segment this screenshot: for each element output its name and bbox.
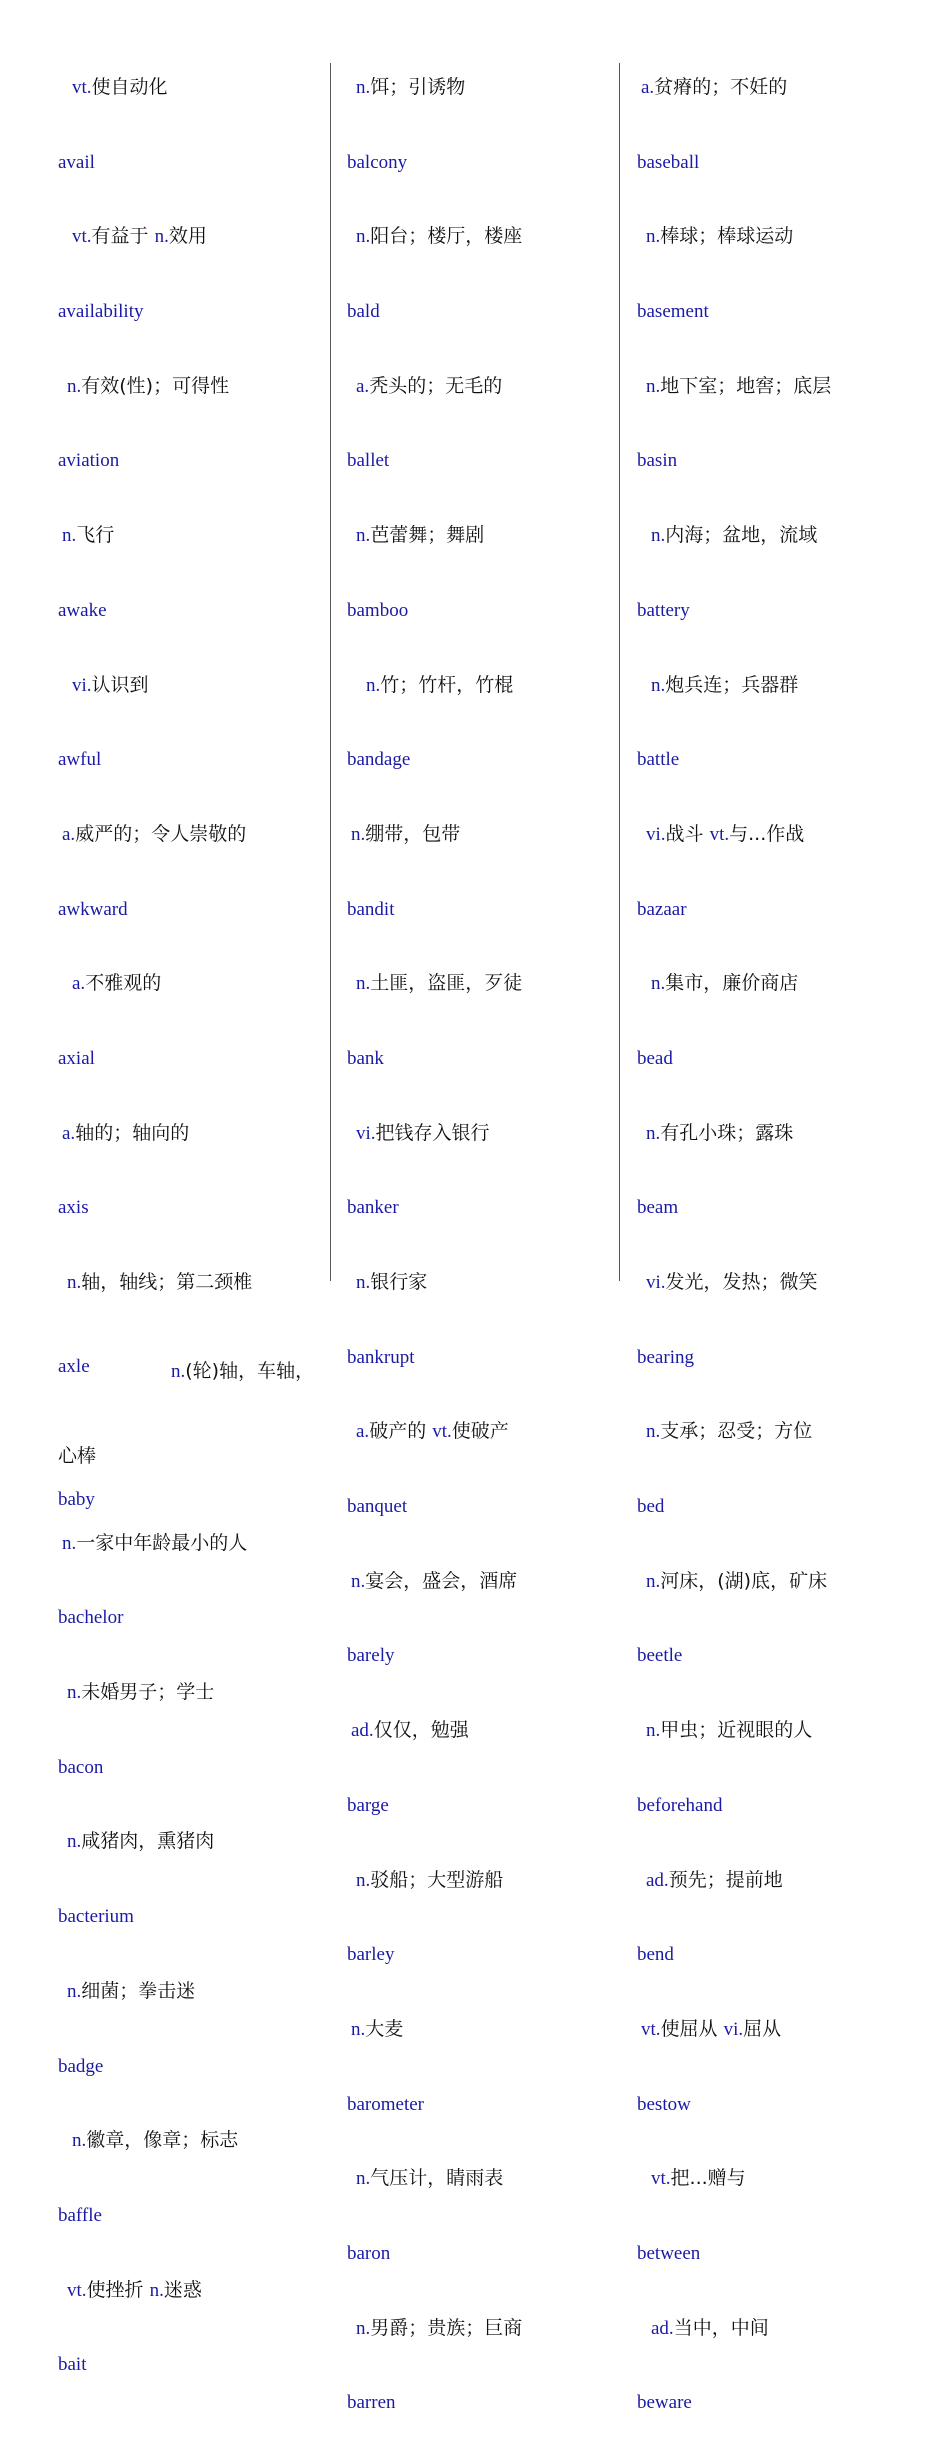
definition-line: ad.仅仅，勉强 [351, 1719, 469, 1742]
headword: awful [58, 749, 102, 771]
definition-line: n.支承；忍受；方位 [646, 1420, 813, 1443]
headword-row [58, 1333, 338, 1432]
definition-line: n.轴，轴线；第二颈椎 [67, 1271, 253, 1293]
definition-line: vt.把...赠与 [651, 2167, 746, 2190]
definition-line: n.内海；盆地，流域 [651, 524, 818, 547]
definition-line: n.阳台；楼厅，楼座 [356, 225, 523, 248]
definition-line: n.河床，(湖)底，矿床 [646, 1569, 828, 1592]
definition-line: vi.战斗 vt.与...作战 [646, 822, 805, 845]
headword: axis [58, 1197, 89, 1219]
definition-line: n.驳船；大型游船 [356, 1868, 504, 1891]
vocab-column-1 [58, 63, 338, 2415]
headword: barren [347, 2392, 396, 2414]
headword: bestow [637, 2093, 691, 2115]
headword: bankrupt [347, 1346, 415, 1368]
headword: banquet [347, 1496, 408, 1518]
definition-line: n.有孔小珠；露珠 [646, 1121, 794, 1144]
headword: banker [347, 1197, 399, 1219]
headword: avail [58, 151, 95, 173]
definition-line: vt.使自动化 [72, 76, 168, 98]
headword: beam [637, 1197, 679, 1219]
headword: bead [637, 1047, 673, 1069]
definition-line: n.未婚男子；学士 [67, 1681, 215, 1704]
headword: bacterium [58, 1906, 134, 1928]
definition-line: vt.使挫折 n.迷惑 [67, 2278, 202, 2301]
definition-line: vi.发光，发热；微笑 [646, 1271, 818, 1293]
headword: axial [58, 1047, 95, 1069]
definition-line: ad.预先；提前地 [646, 1868, 783, 1891]
headword: badge [58, 2055, 104, 2077]
definition-line: n.咸猪肉，熏猪肉 [67, 1830, 215, 1853]
headword: battle [637, 749, 680, 771]
definition-line: n.飞行 [62, 524, 115, 547]
headword: balcony [347, 151, 408, 173]
headword: beforehand [637, 1794, 723, 1816]
definition-line: vi.把钱存入银行 [356, 1121, 490, 1144]
vocab-column-3 [637, 63, 917, 2453]
headword: basin [637, 450, 678, 472]
definition-line: n.甲虫；近视眼的人 [646, 1719, 813, 1742]
headword: availability [58, 301, 144, 323]
definition-line: vt.有益于 n.效用 [72, 225, 207, 248]
definition-line: a.秃头的；无毛的 [356, 374, 503, 397]
definition-line: a.轴的；轴向的 [62, 1121, 190, 1144]
definition-line: vi.认识到 [72, 673, 149, 696]
definition-line: a.破产的 vt.使破产 [356, 1420, 509, 1443]
definition-line: n.细菌；拳击迷 [67, 1979, 196, 2002]
headword: bazaar [637, 898, 687, 920]
definition-continuation: 心棒 [58, 1444, 97, 1467]
headword: barley [347, 1944, 395, 1966]
definition-line: n.气压计，睛雨表 [356, 2167, 504, 2190]
headword: baby [58, 1488, 95, 1510]
headword: ballet [347, 450, 390, 472]
definition-line: n.棒球；棒球运动 [646, 225, 794, 248]
definition-line: n.(轮)轴，车轴， [171, 1359, 315, 1382]
headword: bamboo [347, 599, 409, 621]
definition-line: n.地下室；地窖；底层 [646, 374, 832, 397]
headword: awake [58, 599, 107, 621]
headword: beetle [637, 1645, 683, 1667]
definition-line: n.集市，廉价商店 [651, 972, 799, 995]
definition-line: n.徽章，像章；标志 [72, 2129, 239, 2152]
definition-line: n.一家中年龄最小的人 [62, 1531, 248, 1554]
definition-line: vt.使屈从 vi.屈从 [641, 2017, 782, 2040]
definition-line: n.饵；引诱物 [356, 76, 466, 98]
headword: bandage [347, 749, 411, 771]
definition-line: n.炮兵连；兵器群 [651, 673, 799, 696]
headword: baffle [58, 2204, 102, 2226]
definition-line: n.土匪，盗匪，歹徒 [356, 972, 523, 995]
headword: between [637, 2242, 701, 2264]
definition-line: n.大麦 [351, 2017, 404, 2040]
definition-line: ad.当中，中间 [651, 2316, 769, 2339]
headword: beware [637, 2392, 692, 2414]
headword: barge [347, 1794, 389, 1816]
definition-line: n.竹；竹杆，竹棍 [366, 673, 514, 696]
definition-line: a.威严的；令人崇敬的 [62, 822, 247, 845]
definition-line: n.芭蕾舞；舞剧 [356, 524, 485, 547]
headword: bearing [637, 1346, 694, 1368]
headword: bald [347, 301, 380, 323]
headword: bandit [347, 898, 395, 920]
headword: aviation [58, 450, 120, 472]
headword: baseball [637, 151, 700, 173]
definition-line: n.男爵；贵族；巨商 [356, 2316, 523, 2339]
definition-line: n.绷带，包带 [351, 822, 461, 845]
headword: baron [347, 2242, 391, 2264]
headword: bend [637, 1944, 674, 1966]
headword: bait [58, 2354, 87, 2376]
headword: awkward [58, 898, 128, 920]
vocab-column-2 [347, 63, 627, 2453]
headword: barometer [347, 2093, 425, 2115]
headword: bed [637, 1496, 665, 1518]
definition-line: a.不雅观的 [72, 972, 162, 995]
headword: battery [637, 599, 690, 621]
headword: axle [58, 1355, 90, 1377]
definition-line: n.宴会，盛会，酒席 [351, 1569, 518, 1592]
definition-line: n.有效(性)；可得性 [67, 374, 230, 397]
headword: barely [347, 1645, 395, 1667]
definition-line: n.银行家 [356, 1271, 428, 1293]
headword: bacon [58, 1756, 104, 1778]
definition-line: a.贫瘠的；不妊的 [641, 76, 788, 98]
headword: bachelor [58, 1607, 124, 1629]
headword: basement [637, 301, 709, 323]
headword: bank [347, 1047, 384, 1069]
